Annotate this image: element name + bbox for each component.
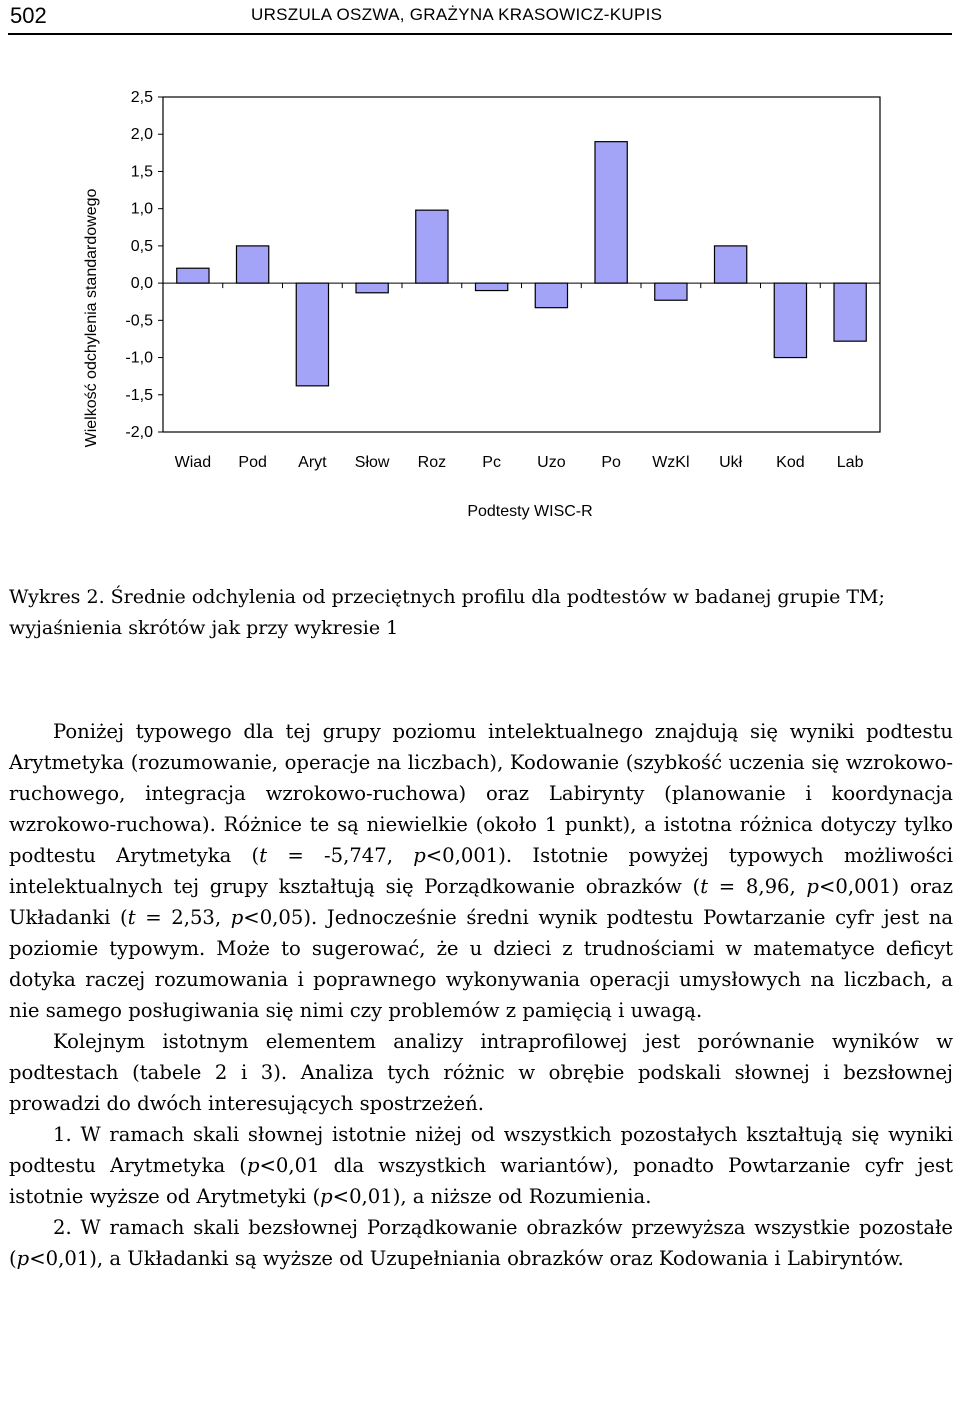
body-text — [9, 716, 953, 1274]
bar-wiad — [177, 268, 209, 283]
x-tick-label: Ukł — [719, 454, 743, 471]
text-run: <0,001). Istotnie powyżej typowych możliwości intelektualnych tej grupy kształtują się Porządkowanie obrazków ( — [9, 844, 953, 898]
caption-label: Wykres 2. — [9, 586, 105, 608]
bar-ukł — [714, 246, 746, 283]
x-tick-label: WzKl — [652, 454, 690, 471]
y-tick-label: 0,5 — [130, 237, 153, 255]
text-run: 1. W ramach skali słownej istotnie niżej od wszystkich pozostałych kształtują się wyniki podtestu Arytmetyka ( — [9, 1123, 953, 1177]
x-axis-label: Podtesty WISC-R — [467, 503, 593, 520]
y-tick-label: 1,0 — [130, 200, 153, 218]
bar-pod — [236, 246, 268, 283]
bar-roz — [416, 210, 448, 283]
x-tick-label: Roz — [417, 454, 447, 471]
y-tick-label: 2,5 — [130, 89, 153, 106]
text-run: = 8,96, — [708, 875, 807, 898]
bar-uzo — [535, 283, 567, 308]
y-tick-label: 1,5 — [130, 163, 153, 181]
x-tick-label: Słow — [354, 454, 390, 471]
page-header — [0, 0, 960, 34]
text-run: 2. W ramach skali bezsłownej Porządkowanie obrazków przewyższa wszystkie pozostałe ( — [9, 1216, 953, 1270]
x-tick-label: Wiad — [174, 454, 212, 471]
stat-symbol: p — [806, 875, 819, 898]
bar-aryt — [296, 283, 328, 386]
paragraph-1 — [9, 716, 953, 1026]
text-run: <0,05). Jednocześnie średni wynik podtestu Powtarzanie cyfr jest na poziomie typowym. Może to sugerować, że u dzieci z trudnościami w matematyce deficyt dotyka raczej rozumowania i poprawnego wykonywania operacji umysłowych na liczbach, a nie samego posługiwania się nimi czy problemów z pamięcią i uwagą. — [9, 906, 953, 1022]
stat-symbol: p — [16, 1247, 30, 1270]
bar-wzkl — [655, 283, 687, 300]
x-tick-label: Aryt — [298, 454, 327, 471]
text-run: Poniżej typowego dla tej grupy poziomu intelektualnego znajdują się wyniki podtestu Arytmetyka (rozumowanie, operacje na liczbach), Kodowanie (szybkość uczenia się wzrokowo-ruchowego, integracja wzrokowo-ruchowa) oraz Labirynty (planowanie i koordynacja wzrokowo-ruchowa). Różnice te są niewielkie (około 1 punkt), a istotna różnica dotyczy tylko podtestu Arytmetyka ( — [9, 720, 953, 867]
header-rule — [8, 33, 952, 35]
plot-frame — [163, 97, 880, 432]
y-tick-label: 2,0 — [130, 126, 153, 144]
bar-pc — [475, 283, 507, 290]
stat-symbol: t — [127, 906, 136, 929]
y-tick-label: -0,5 — [125, 312, 153, 330]
x-tick-label: Po — [601, 454, 621, 471]
text-run: = 2,53, — [135, 906, 231, 929]
y-tick-label: -2,0 — [125, 424, 153, 441]
text-run: <0,01), a Układanki są wyższe od Uzupełniania obrazków oraz Kodowania i Labiryntów. — [29, 1247, 904, 1270]
text-run: <0,001) oraz Układanki ( — [9, 875, 953, 929]
y-tick-label: -1,0 — [125, 349, 153, 367]
running-head: URSZULA OSZWA, GRAŻYNA KRASOWICZ-KUPIS — [251, 5, 663, 24]
plot-area — [125, 89, 880, 471]
x-tick-label: Pod — [238, 454, 267, 471]
stat-symbol: p — [413, 844, 426, 867]
text-run: = -5,747, — [267, 844, 414, 867]
stat-symbol: p — [246, 1154, 260, 1177]
paragraph-2: Kolejnym istotnym elementem analizy intraprofilowej jest porównanie wyników w podtestach (tabele 2 i 3). Analiza tych różnic w obrębie podskali słownej i bezsłownej prowadzi do dwóch interesujących spostrzeżeń. — [9, 1030, 953, 1115]
y-tick-label: 0,0 — [130, 275, 153, 293]
stat-symbol: t — [259, 844, 268, 867]
text-run: <0,01), a niższe od Rozumienia. — [332, 1185, 652, 1208]
bar-chart — [0, 60, 960, 530]
paragraph-3 — [9, 1119, 953, 1212]
stat-symbol: p — [320, 1185, 333, 1208]
bar-lab — [834, 283, 866, 341]
y-tick-label: -1,5 — [125, 386, 153, 404]
x-tick-label: Lab — [836, 454, 864, 471]
bar-słow — [356, 283, 388, 293]
bar-kod — [774, 283, 806, 357]
x-tick-label: Pc — [482, 454, 501, 471]
text-run: <0,01 dla wszystkich wariantów), ponadto Powtarzanie cyfr jest istotnie wyższe od Arytmetyki ( — [9, 1154, 953, 1208]
x-tick-label: Kod — [776, 454, 805, 471]
paragraph-4 — [9, 1212, 953, 1274]
figure-caption — [9, 582, 953, 644]
page-number: 502 — [10, 3, 47, 28]
x-tick-label: Uzo — [537, 454, 566, 471]
stat-symbol: t — [700, 875, 709, 898]
bar-po — [595, 142, 627, 283]
stat-symbol: p — [230, 906, 244, 929]
caption-text: Średnie odchylenia od przeciętnych profilu dla podtestów w badanej grupie TM; wyjaśnienia skrótów jak przy wykresie 1 — [9, 586, 891, 639]
y-axis-label: Wielkość odchylenia standardowego — [83, 188, 100, 448]
